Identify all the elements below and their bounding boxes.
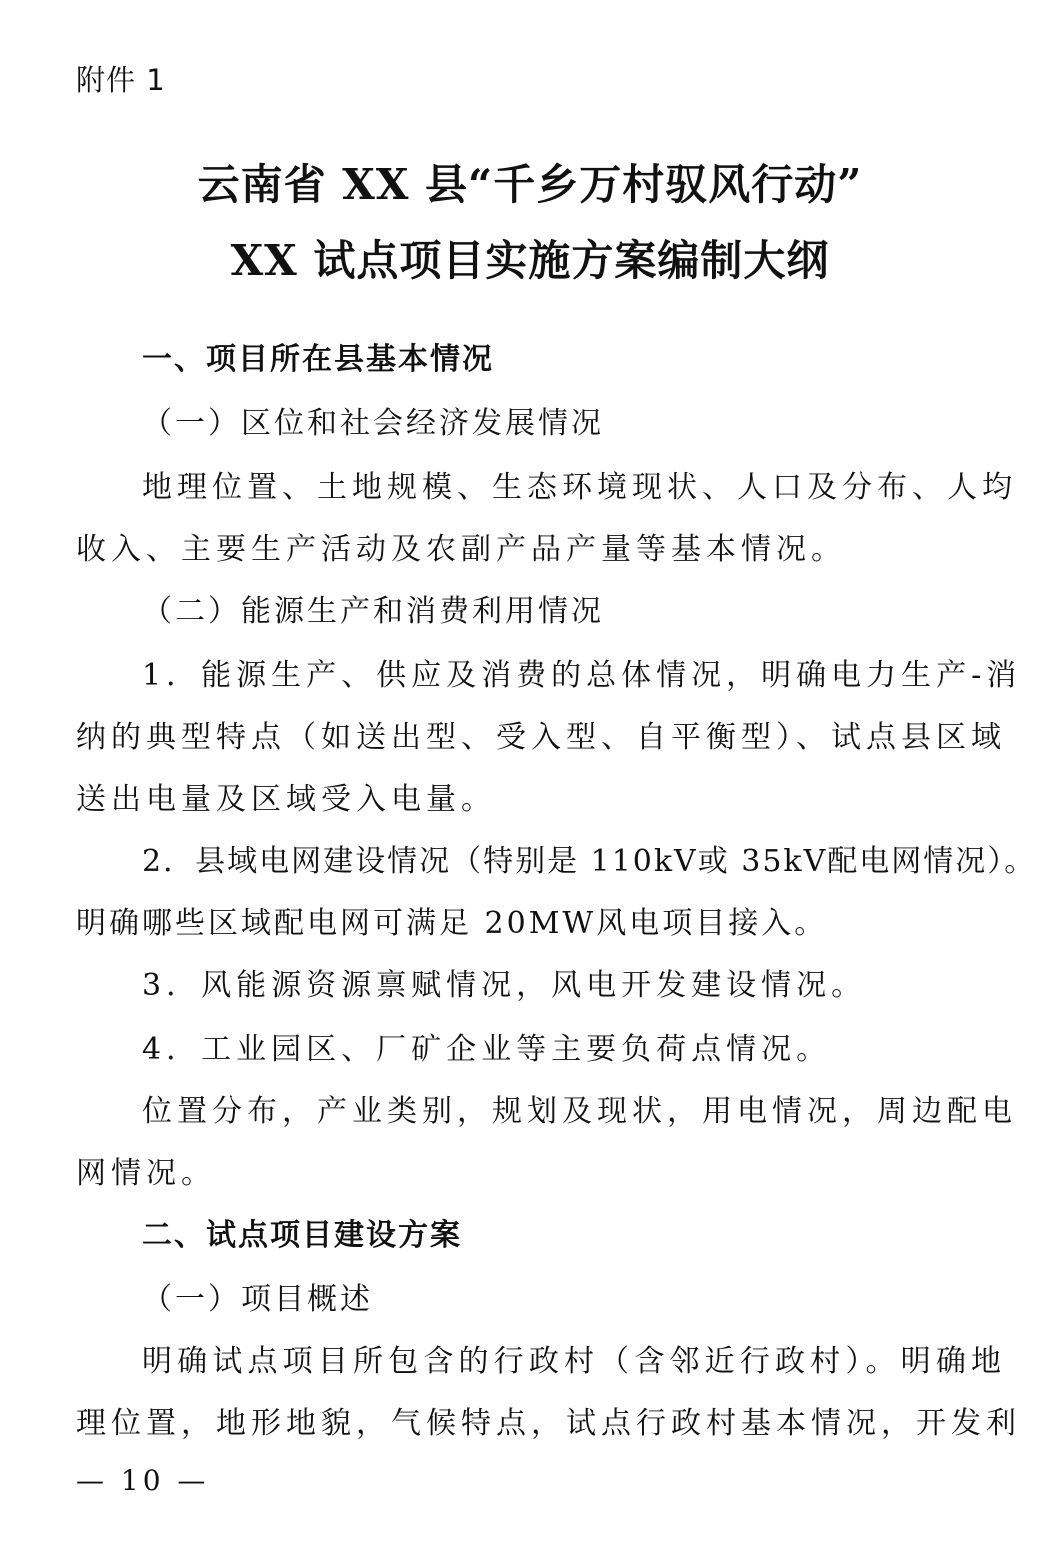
paragraph-line: 收入、主要生产活动及农副产品产量等基本情况。 [76,532,846,567]
document-title-line-1: 云南省 XX 县“千乡万村驭风行动” [197,160,863,209]
subsection-heading-1-2: （二）能源生产和消费利用情况 [142,594,604,629]
paragraph-line: 位置分布，产业类别，规划及现状，用电情况，周边配电 [142,1094,1017,1129]
page-number: — 10 — [76,1464,210,1497]
subsection-heading-1-1: （一）区位和社会经济发展情况 [142,406,604,441]
paragraph-line: 4．工业园区、厂矿企业等主要负荷点情况。 [142,1032,832,1067]
document-title-line-2: XX 试点项目实施方案编制大纲 [230,236,830,285]
paragraph-line: 1．能源生产、供应及消费的总体情况，明确电力生产-消 [142,658,1022,693]
paragraph-line: 3．风能源资源禀赋情况，风电开发建设情况。 [142,968,867,1003]
paragraph-line: 明确试点项目所包含的行政村（含邻近行政村）。明确地 [142,1344,1006,1379]
paragraph-line: 理位置，地形地貌，气候特点，试点行政村基本情况，开发利 [76,1406,1021,1441]
paragraph-line: 地理位置、土地规模、生态环境现状、人口及分布、人均 [142,470,1017,505]
attachment-label: 附件 1 [76,63,166,97]
subsection-heading-2-1: （一）项目概述 [142,1282,373,1317]
paragraph-line: 2．县域电网建设情况（特别是 110kV或 35kV配电网情况）。 [142,844,1037,879]
section-heading-2: 二、试点项目建设方案 [142,1218,462,1253]
paragraph-line: 送出电量及区域受入电量。 [76,782,496,817]
paragraph-line: 纳的典型特点（如送出型、受入型、自平衡型）、试点县区域 [76,720,1006,755]
paragraph-line: 网情况。 [76,1156,216,1191]
paragraph-line: 明确哪些区域配电网可满足 20MW风电项目接入。 [76,906,828,941]
section-heading-1: 一、项目所在县基本情况 [142,342,494,377]
